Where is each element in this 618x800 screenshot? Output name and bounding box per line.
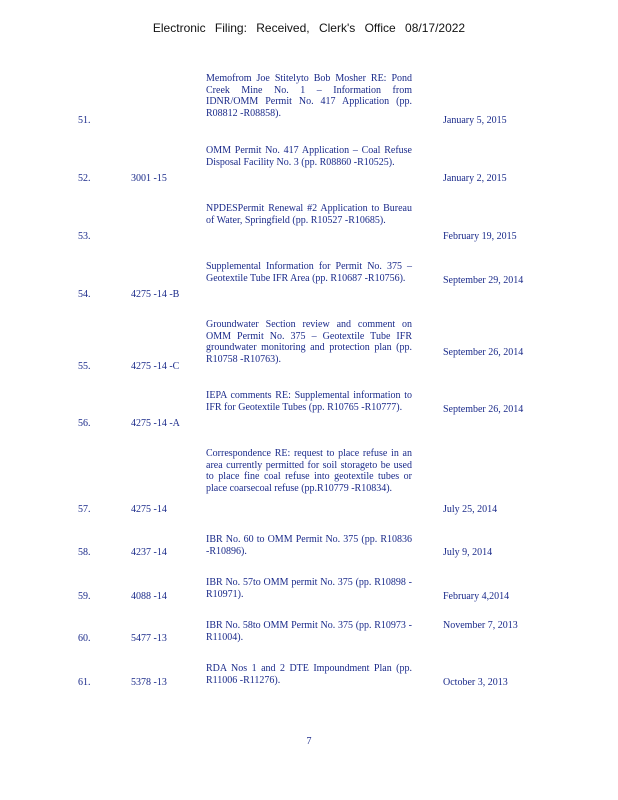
entry-number: 52. [78, 173, 91, 184]
entry-description: NPDESPermit Renewal #2 Application to Bureau of Water, Springfield (pp. R10527 -R10685). [206, 203, 412, 226]
entry-code: 3001 -15 [131, 173, 167, 184]
entry-date: January 5, 2015 [443, 115, 507, 126]
entry-number: 54. [78, 289, 91, 300]
list-item [0, 448, 618, 520]
list-item [0, 73, 618, 133]
entry-code: 4237 -14 [131, 547, 167, 558]
entry-number: 57. [78, 504, 91, 515]
list-item [0, 620, 618, 650]
filing-header: Electronic Filing: Received, Clerk's Office 08/17/2022 [152, 21, 466, 35]
entry-code: 5378 -13 [131, 677, 167, 688]
entry-date: February 4,2014 [443, 591, 510, 602]
entry-code: 4275 -14 -B [131, 289, 180, 300]
entry-date: July 9, 2014 [443, 547, 493, 558]
entry-date: February 19, 2015 [443, 231, 517, 242]
entry-number: 53. [78, 231, 91, 242]
entry-description: IBR No. 58to OMM Permit No. 375 (pp. R10973 -R11004). [206, 620, 412, 643]
entry-code: 5477 -13 [131, 633, 167, 644]
list-item [0, 319, 618, 379]
list-item [0, 203, 618, 248]
entry-date: July 25, 2014 [443, 504, 498, 515]
list-item [0, 663, 618, 693]
list-item [0, 577, 618, 607]
entry-number: 55. [78, 361, 91, 372]
entry-number: 56. [78, 418, 91, 429]
entry-date: January 2, 2015 [443, 173, 507, 184]
list-item [0, 261, 618, 306]
entry-description: Correspondence RE: request to place refuse in an area currently permitted for soil storageto be used to place fine coal refuse into geotextile tubes or place coarsecoal refuse (pp.R10779 -R10834). [206, 448, 412, 494]
entry-code: 4275 -14 [131, 504, 167, 515]
entry-date: October 3, 2013 [443, 677, 508, 688]
entry-description: IBR No. 57to OMM permit No. 375 (pp. R10898 -R10971). [206, 577, 412, 600]
entry-number: 59. [78, 591, 91, 602]
entry-number: 60. [78, 633, 91, 644]
entry-description: RDA Nos 1 and 2 DTE Impoundment Plan (pp. R11006 -R11276). [206, 663, 412, 686]
entry-description: IEPA comments RE: Supplemental information to IFR for Geotextile Tubes (pp. R10765 -R10777). [206, 390, 412, 413]
entry-code: 4275 -14 -A [131, 418, 180, 429]
entry-description: Groundwater Section review and comment on OMM Permit No. 375 – Geotextile Tube IFR groundwater monitoring and protection plan (pp. R10758 -R10763). [206, 319, 412, 365]
entry-code: 4088 -14 [131, 591, 167, 602]
page-number: 7 [306, 736, 312, 747]
entry-description: OMM Permit No. 417 Application – Coal Refuse Disposal Facility No. 3 (pp. R08860 -R10525). [206, 145, 412, 168]
entry-date: September 26, 2014 [443, 347, 524, 358]
list-item [0, 390, 618, 435]
list-item [0, 534, 618, 564]
entry-description: Memofrom Joe Stitelyto Bob Mosher RE: Pond Creek Mine No. 1 – Information from IDNR/OMM Permit No. 417 Application (pp. R08812 -R08858). [206, 73, 412, 119]
entry-description: IBR No. 60 to OMM Permit No. 375 (pp. R10836 -R10896). [206, 534, 412, 557]
entry-date: September 29, 2014 [443, 275, 524, 286]
list-item [0, 145, 618, 190]
entry-number: 61. [78, 677, 91, 688]
entry-number: 51. [78, 115, 91, 126]
entry-number: 58. [78, 547, 91, 558]
entry-date: November 7, 2013 [443, 620, 518, 631]
entry-date: September 26, 2014 [443, 404, 524, 415]
entry-code: 4275 -14 -C [131, 361, 180, 372]
entry-description: Supplemental Information for Permit No. 375 – Geotextile Tube IFR Area (pp. R10687 -R10756). [206, 261, 412, 284]
